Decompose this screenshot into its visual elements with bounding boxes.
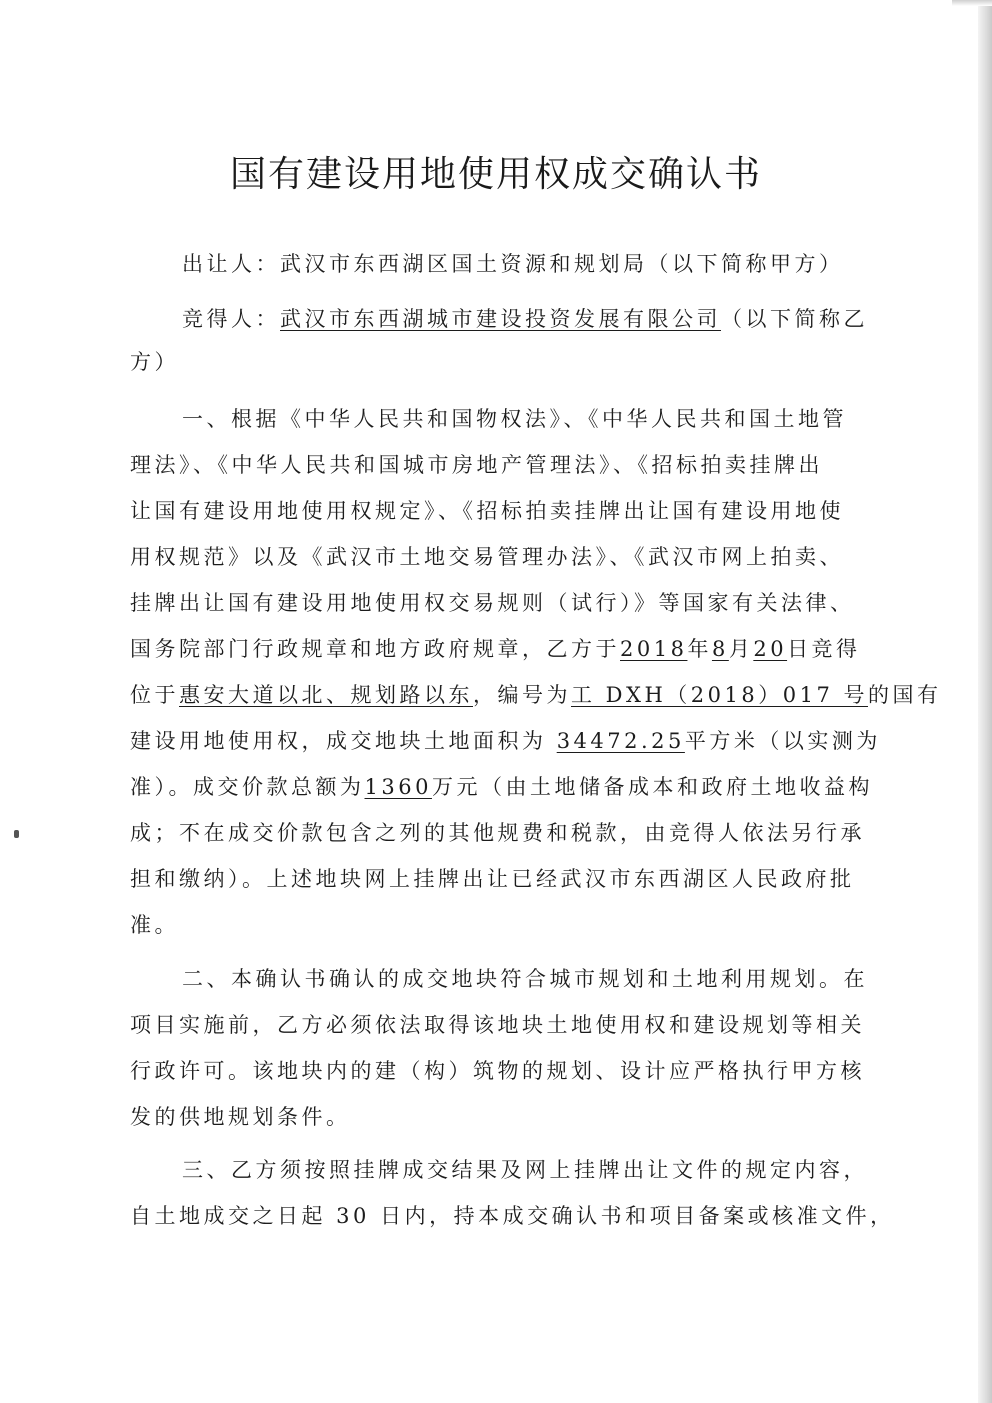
- p2-line: 行政许可。该地块内的建（构）筑物的规划、设计应严格执行甲方核: [130, 1059, 865, 1083]
- p2-line: 项目实施前，乙方必须依法取得该地块土地使用权和建设规划等相关: [130, 1013, 865, 1037]
- p2-line: 发的供地规划条件。: [130, 1105, 351, 1129]
- award-month: 8: [711, 637, 729, 661]
- bidder-line-2: [130, 346, 179, 378]
- p1-line: 用权规范》以及《武汉市土地交易管理办法》、《武汉市网上拍卖、: [130, 545, 844, 569]
- p1-line-price: [130, 771, 873, 803]
- p1-line: 理法》、《中华人民共和国城市房地产管理法》、《招标拍卖挂牌出: [130, 453, 823, 477]
- bidder-suffix-2: 方）: [130, 350, 179, 374]
- p1-text: 万元（由土地储备成本和政府土地收益构: [431, 775, 873, 799]
- p1-line: 成；不在成交价款包含之列的其他规费和税款，由竞得人依法另行承: [130, 821, 865, 845]
- scan-edge-shadow: [978, 0, 992, 1403]
- scan-corner-shadow: [952, 0, 992, 6]
- p1-line-area: [130, 725, 881, 757]
- grantor-line: [182, 248, 844, 280]
- p1-text: 建设用地使用权，成交地块土地面积为: [130, 729, 557, 753]
- p1-text: 的国有: [867, 683, 942, 707]
- bidder-label: 竞得人：: [182, 307, 280, 331]
- p1-line-date: [130, 633, 861, 665]
- bidder-suffix: （以下简称乙: [721, 307, 868, 331]
- document-title: 国有建设用地使用权成交确认书: [229, 154, 762, 195]
- day-unit: 日竞得: [787, 637, 861, 661]
- p1-line-location: [130, 679, 941, 711]
- p1-text: 国务院部门行政规章和地方政府规章，乙方于: [130, 637, 620, 661]
- parcel-location: 惠安大道以北、规划路以东: [179, 683, 473, 707]
- bidder-line: [182, 303, 868, 335]
- parcel-number: 工 DXH（2018）017 号: [571, 683, 868, 707]
- bidder-name: 武汉市东西湖城市建设投资发展有限公司: [280, 307, 721, 331]
- p1-text: 位于: [130, 683, 179, 707]
- land-area: 34472.25: [556, 729, 685, 753]
- p3-line: 自土地成交之日起 30 日内，持本成交确认书和项目备案或核准文件，: [130, 1204, 895, 1228]
- p2-line: 二、本确认书确认的成交地块符合城市规划和土地利用规划。在: [182, 967, 868, 991]
- award-year: 2018: [620, 637, 688, 661]
- award-day: 20: [753, 637, 788, 661]
- p1-line: 一、根据《中华人民共和国物权法》、《中华人民共和国土地管: [182, 407, 847, 431]
- p1-line: 准。: [130, 913, 179, 937]
- transaction-price: 1360: [364, 775, 432, 799]
- grantor-value: 武汉市东西湖区国土资源和规划局（以下简称甲方）: [280, 252, 844, 276]
- p1-text: 平方米（以实测为: [684, 729, 881, 753]
- p1-text: ，编号为: [473, 683, 571, 707]
- p1-line: 担和缴纳）。上述地块网上挂牌出让已经武汉市东西湖区人民政府批: [130, 867, 855, 891]
- p1-line: 让国有建设用地使用权规定》、《招标拍卖挂牌出让国有建设用地使: [130, 499, 844, 523]
- scan-speck: [14, 830, 19, 838]
- grantor-label: 出让人：: [182, 252, 280, 276]
- p3-line: 三、乙方须按照挂牌成交结果及网上挂牌出让文件的规定内容，: [182, 1158, 868, 1182]
- month-unit: 月: [728, 637, 754, 661]
- year-unit: 年: [687, 637, 712, 661]
- p1-line: 挂牌出让国有建设用地使用权交易规则（试行）》等国家有关法律、: [130, 591, 855, 615]
- p1-text: 准）。成交价款总额为: [130, 775, 365, 799]
